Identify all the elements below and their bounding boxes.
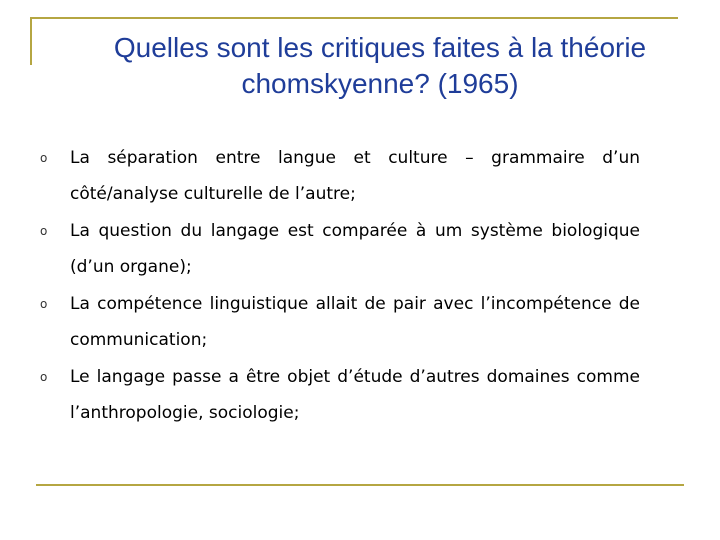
bullet-text: Le langage passe a être objet d’étude d’autres domaines comme l’anthropologie, sociologie; — [70, 367, 640, 423]
bullet-circle-icon: o — [40, 370, 48, 384]
bullet-text: La séparation entre langue et culture – grammaire d’un côté/analyse culturelle de l’autre; — [70, 148, 640, 204]
bullet-item — [40, 140, 640, 212]
bullet-text: La question du langage est comparée à um système biologique (d’un organe); — [70, 221, 640, 277]
bullet-circle-icon: o — [40, 297, 48, 311]
bullet-item — [40, 359, 640, 431]
slide-title: Quelles sont les critiques faites à la théorie chomskyenne? (1965) — [113, 32, 647, 99]
bullet-circle-icon: o — [40, 224, 48, 238]
bullet-circle-icon: o — [40, 151, 48, 165]
bottom-border-line — [36, 484, 684, 486]
bullet-item — [40, 286, 640, 358]
left-border-line — [30, 17, 32, 65]
top-border-line — [30, 17, 678, 19]
bullet-item — [40, 213, 640, 285]
bullet-list — [40, 140, 640, 432]
bullet-text: La compétence linguistique allait de pair avec l’incompétence de communication; — [70, 294, 640, 350]
